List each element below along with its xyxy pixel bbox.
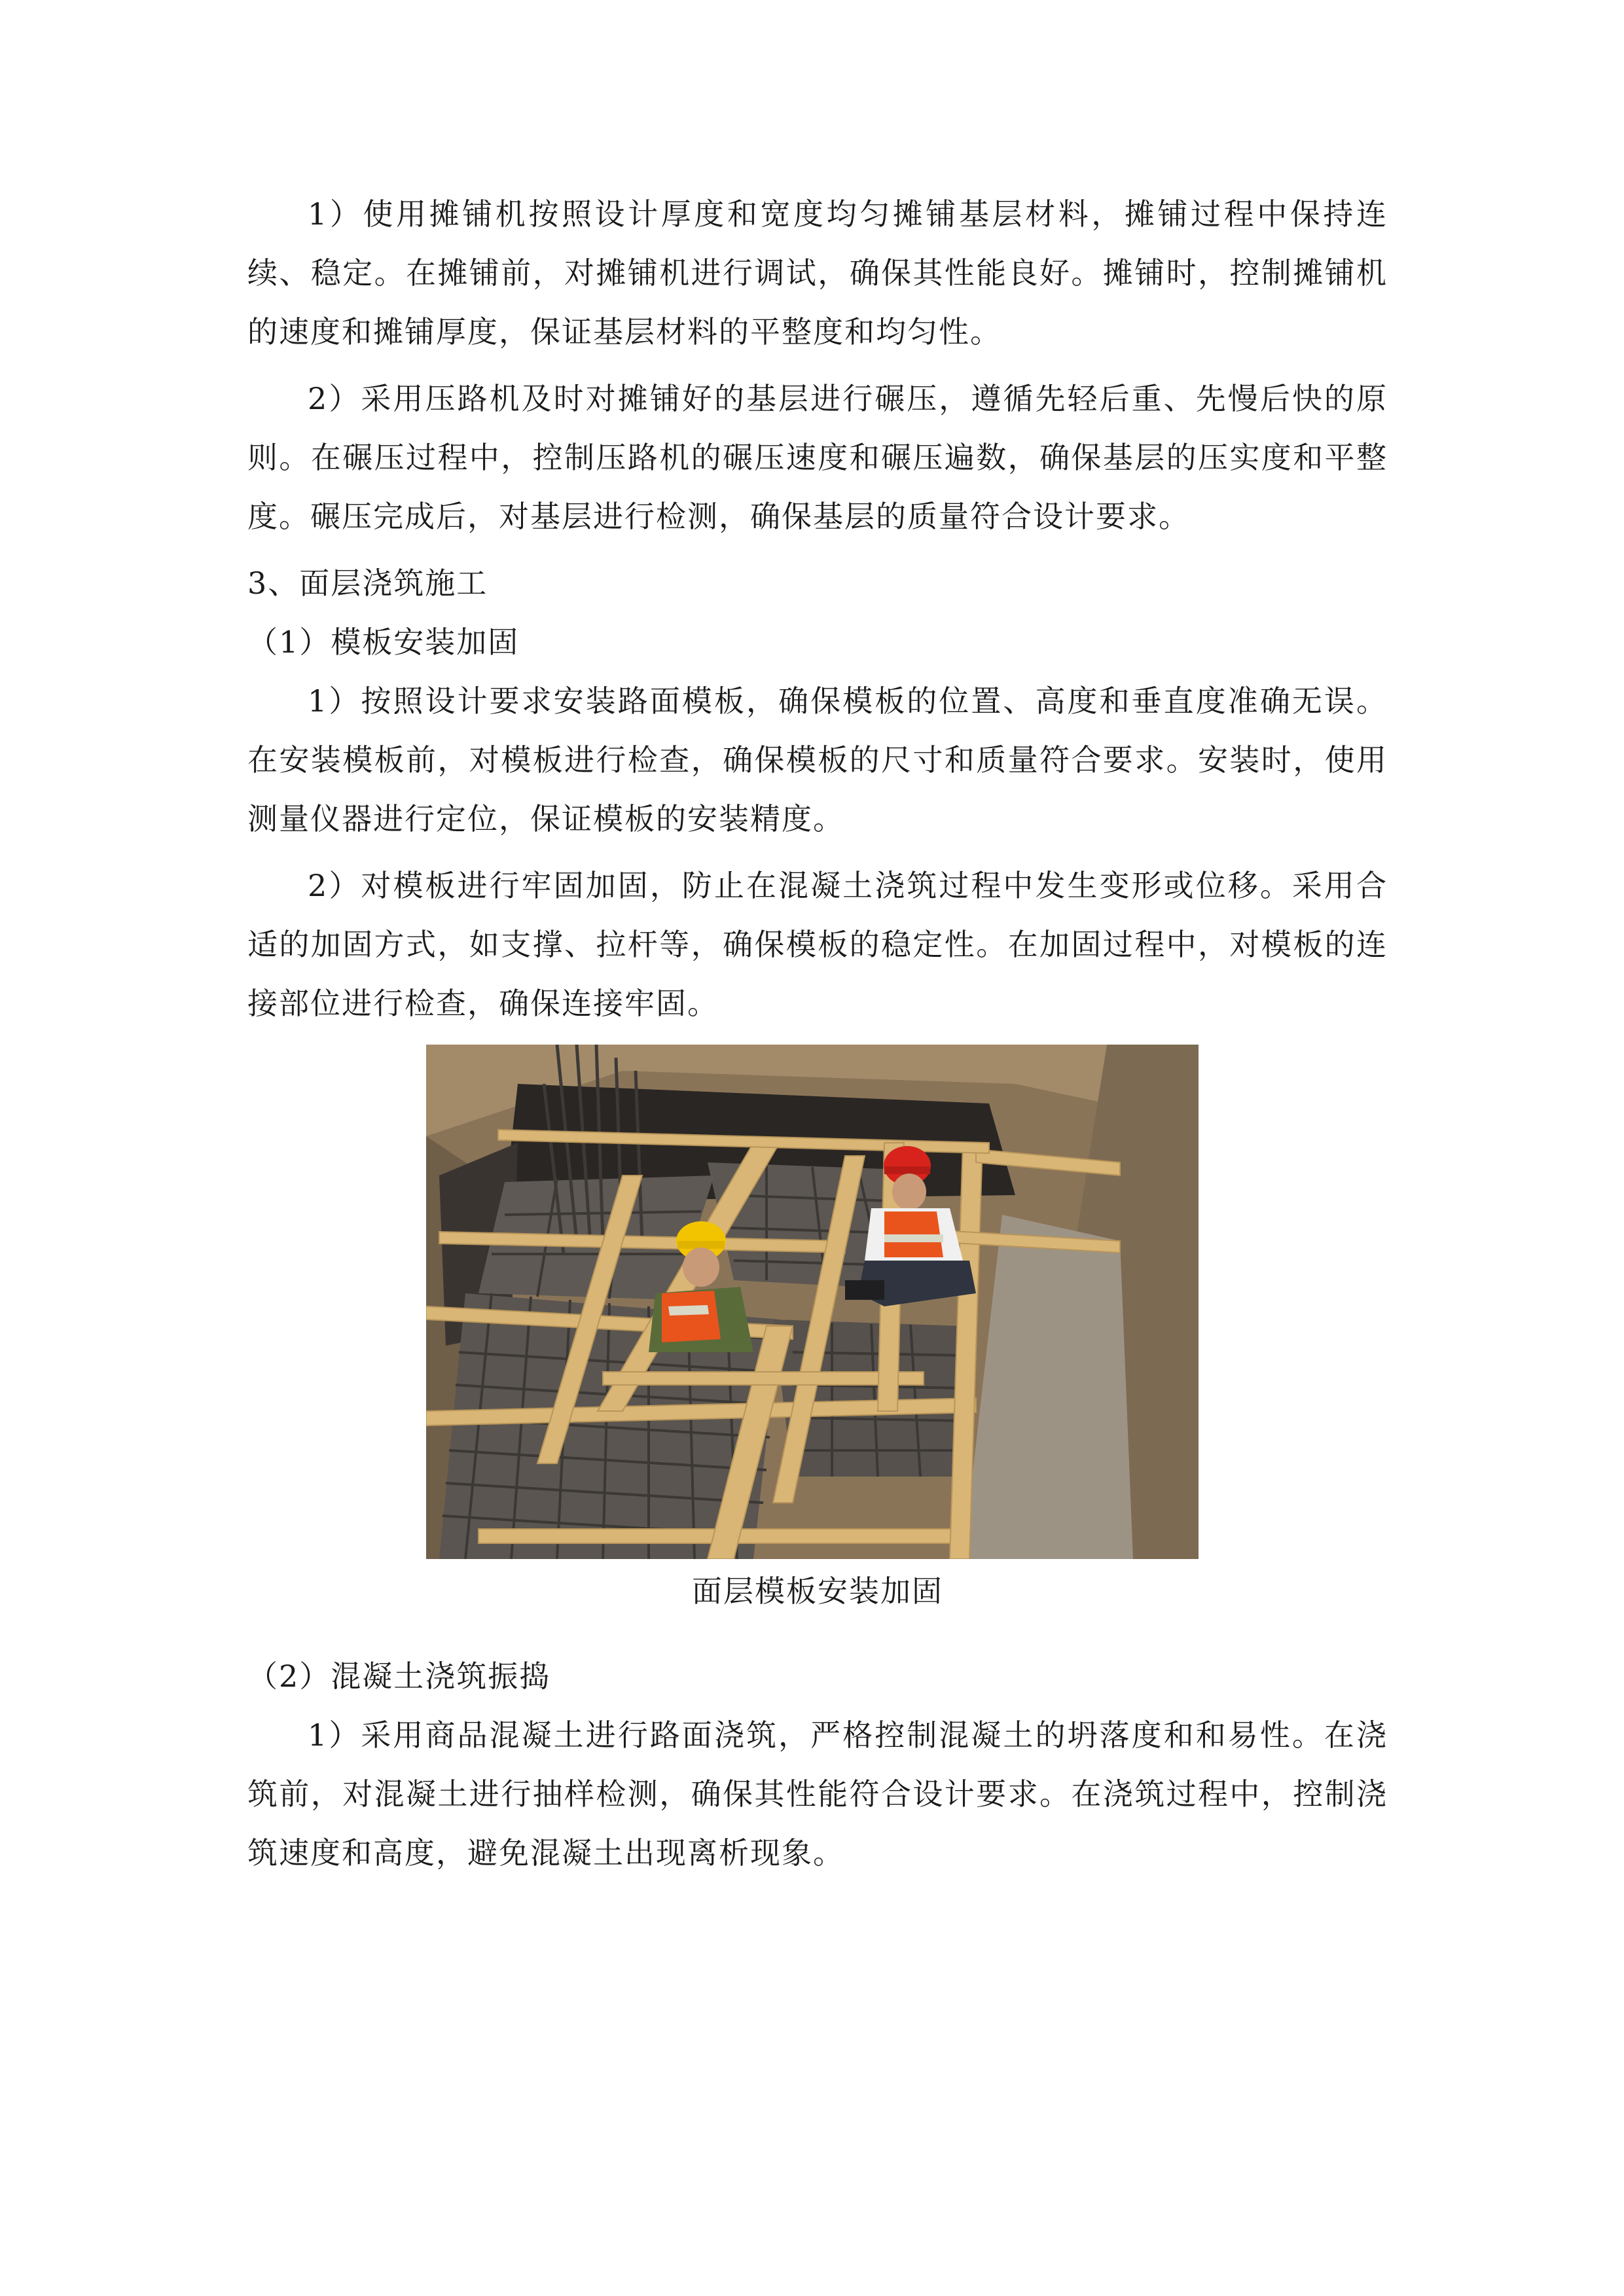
paragraph-compaction: 2）采用压路机及时对摊铺好的基层进行碾压，遵循先轻后重、先慢后快的原则。在碾压过程中，控制压路机的碾压速度和碾压遍数，确保基层的压实度和平整度。碾压完成后，对基层进行检测，确保基层的质量符合设计要求。 [247, 381, 1388, 534]
formwork-photo [426, 1045, 1199, 1559]
paragraph-concrete-pouring: 1）采用商品混凝土进行路面浇筑，严格控制混凝土的坍落度和和易性。在浇筑前，对混凝土进行抽样检测，确保其性能符合设计要求。在浇筑过程中，控制浇筑速度和高度，避免混凝土出现离析现象。 [247, 1717, 1388, 1871]
paragraph-paving: 1）使用摊铺机按照设计厚度和宽度均匀摊铺基层材料，摊铺过程中保持连续、稳定。在摊铺前，对摊铺机进行调试，确保其性能良好。摊铺时，控制摊铺机的速度和摊铺厚度，保证基层材料的平整度和均匀性。 [247, 196, 1388, 350]
section-heading: 3、面层浇筑施工 [247, 565, 488, 601]
figure-caption: 面层模板安装加固 [692, 1573, 943, 1609]
paragraph-formwork-install: 1）按照设计要求安装路面模板，确保模板的位置、高度和垂直度准确无误。在安装模板前，对模板进行检查，确保模板的尺寸和质量符合要求。安装时，使用测量仪器进行定位，保证模板的安装精度。 [247, 683, 1388, 836]
subsection-heading-concrete: （2）混凝土浇筑振捣 [247, 1659, 551, 1694]
paragraph-formwork-reinforce: 2）对模板进行牢固加固，防止在混凝土浇筑过程中发生变形或位移。采用合适的加固方式，如支撑、拉杆等，确保模板的稳定性。在加固过程中，对模板的连接部位进行检查，确保连接牢固。 [247, 868, 1388, 1021]
subsection-heading-formwork: （1）模板安装加固 [247, 624, 520, 660]
document-body [247, 185, 1388, 1890]
